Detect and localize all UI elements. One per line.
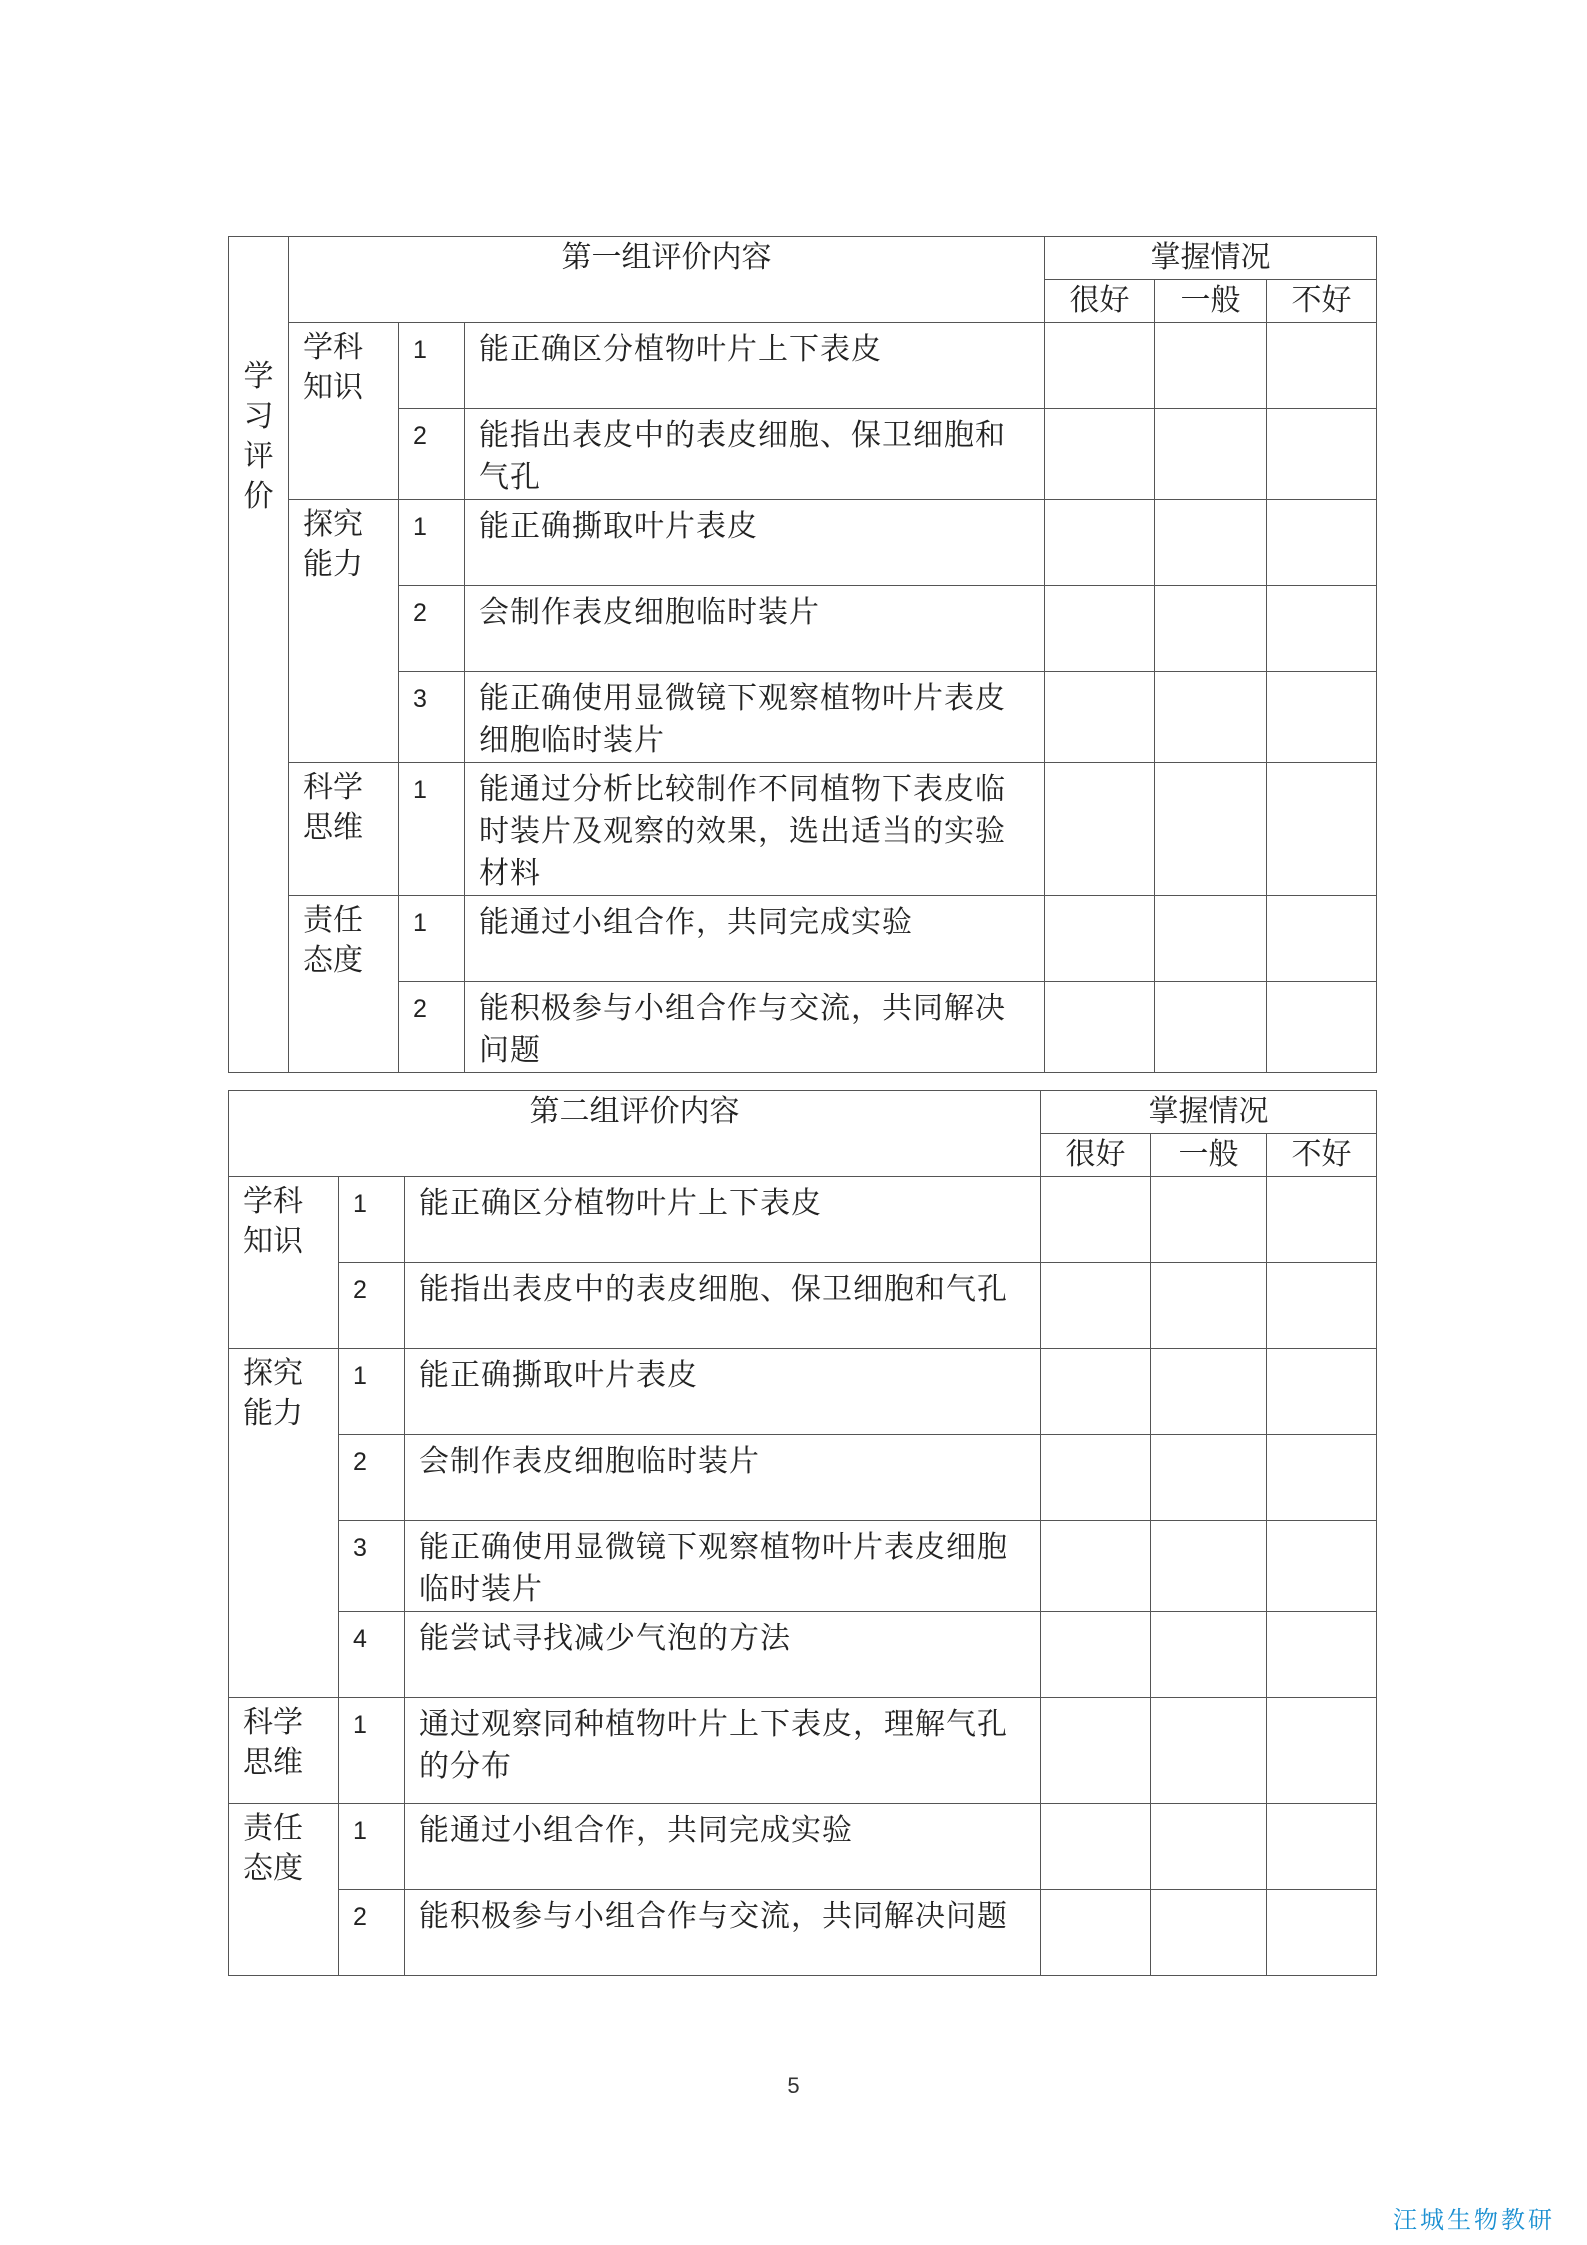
category-label: 责任态度: [289, 896, 399, 1073]
rating-cell-poor[interactable]: [1267, 1263, 1377, 1349]
category-label: 探究能力: [289, 500, 399, 763]
rating-cell-very-good[interactable]: [1045, 500, 1155, 586]
item-number: 1: [399, 896, 465, 982]
rating-cell-poor[interactable]: [1267, 323, 1377, 409]
rating-cell-poor[interactable]: [1267, 672, 1377, 763]
vertical-label-char: 价: [243, 479, 274, 514]
rating-cell-poor[interactable]: [1267, 409, 1377, 500]
item-text: 能正确区分植物叶片上下表皮: [405, 1177, 1041, 1263]
rating-cell-poor[interactable]: [1267, 1890, 1377, 1976]
vertical-label-char: 学: [243, 359, 274, 394]
evaluation-table-group-1: [228, 236, 1377, 1073]
rating-cell-average[interactable]: [1155, 323, 1267, 409]
rating-cell-very-good[interactable]: [1045, 323, 1155, 409]
rating-cell-average[interactable]: [1151, 1804, 1267, 1890]
rating-cell-average[interactable]: [1151, 1890, 1267, 1976]
category-label: 科学思维: [229, 1698, 339, 1804]
category-label: 科学思维: [289, 763, 399, 896]
rating-cell-very-good[interactable]: [1045, 982, 1155, 1073]
rating-cell-poor[interactable]: [1267, 1349, 1377, 1435]
rating-cell-average[interactable]: [1155, 896, 1267, 982]
rating-cell-very-good[interactable]: [1045, 896, 1155, 982]
category-label: 学科知识: [289, 323, 399, 500]
item-number: 1: [339, 1349, 405, 1435]
item-text: 能正确使用显微镜下观察植物叶片表皮细胞临时装片: [465, 672, 1045, 763]
item-text: 通过观察同种植物叶片上下表皮，理解气孔的分布: [405, 1698, 1041, 1804]
rating-cell-very-good[interactable]: [1041, 1349, 1151, 1435]
level-poor: 不好: [1267, 1134, 1377, 1177]
item-text: 能正确撕取叶片表皮: [465, 500, 1045, 586]
rating-cell-poor[interactable]: [1267, 1804, 1377, 1890]
item-text: 能指出表皮中的表皮细胞、保卫细胞和气孔: [465, 409, 1045, 500]
item-text: 能通过小组合作，共同完成实验: [465, 896, 1045, 982]
category-label: 探究能力: [229, 1349, 339, 1698]
rating-cell-average[interactable]: [1155, 982, 1267, 1073]
rating-cell-poor[interactable]: [1267, 763, 1377, 896]
item-number: 1: [339, 1177, 405, 1263]
rating-cell-average[interactable]: [1151, 1521, 1267, 1612]
rating-cell-average[interactable]: [1151, 1349, 1267, 1435]
item-text: 能指出表皮中的表皮细胞、保卫细胞和气孔: [405, 1263, 1041, 1349]
item-text: 会制作表皮细胞临时装片: [405, 1435, 1041, 1521]
item-text: 能尝试寻找减少气泡的方法: [405, 1612, 1041, 1698]
rating-cell-very-good[interactable]: [1045, 672, 1155, 763]
level-average: 一般: [1151, 1134, 1267, 1177]
item-text: 能正确使用显微镜下观察植物叶片表皮细胞临时装片: [405, 1521, 1041, 1612]
category-label: 学科知识: [229, 1177, 339, 1349]
item-number: 2: [399, 982, 465, 1073]
item-number: 2: [339, 1890, 405, 1976]
rating-cell-poor[interactable]: [1267, 1612, 1377, 1698]
item-number: 2: [399, 409, 465, 500]
rating-cell-very-good[interactable]: [1041, 1612, 1151, 1698]
vertical-label-learning-evaluation: [229, 237, 289, 1073]
item-number: 1: [399, 323, 465, 409]
rating-cell-average[interactable]: [1155, 586, 1267, 672]
level-very-good: 很好: [1041, 1134, 1151, 1177]
item-number: 1: [339, 1804, 405, 1890]
item-text: 能正确撕取叶片表皮: [405, 1349, 1041, 1435]
item-number: 3: [339, 1521, 405, 1612]
item-number: 1: [399, 763, 465, 896]
status-header: 掌握情况: [1045, 237, 1377, 280]
item-number: 2: [339, 1263, 405, 1349]
item-number: 2: [339, 1435, 405, 1521]
rating-cell-average[interactable]: [1151, 1177, 1267, 1263]
item-number: 1: [399, 500, 465, 586]
category-label: 责任态度: [229, 1804, 339, 1976]
watermark: 汪城生物教研: [1393, 2206, 1555, 2234]
rating-cell-very-good[interactable]: [1041, 1521, 1151, 1612]
vertical-label-char: 评: [243, 439, 274, 474]
rating-cell-poor[interactable]: [1267, 1177, 1377, 1263]
rating-cell-very-good[interactable]: [1041, 1177, 1151, 1263]
rating-cell-average[interactable]: [1155, 409, 1267, 500]
page-number: 5: [787, 2073, 800, 2098]
item-text: 能积极参与小组合作与交流，共同解决问题: [405, 1890, 1041, 1976]
table-title: 第一组评价内容: [289, 237, 1045, 323]
rating-cell-poor[interactable]: [1267, 586, 1377, 672]
rating-cell-very-good[interactable]: [1045, 409, 1155, 500]
item-text: 能通过分析比较制作不同植物下表皮临时装片及观察的效果，选出适当的实验材料: [465, 763, 1045, 896]
rating-cell-very-good[interactable]: [1041, 1263, 1151, 1349]
rating-cell-average[interactable]: [1155, 763, 1267, 896]
vertical-label-char: 习: [243, 399, 274, 434]
rating-cell-very-good[interactable]: [1041, 1890, 1151, 1976]
rating-cell-very-good[interactable]: [1041, 1698, 1151, 1804]
rating-cell-poor[interactable]: [1267, 896, 1377, 982]
rating-cell-poor[interactable]: [1267, 1435, 1377, 1521]
level-average: 一般: [1155, 280, 1267, 323]
item-text: 能正确区分植物叶片上下表皮: [465, 323, 1045, 409]
rating-cell-very-good[interactable]: [1041, 1435, 1151, 1521]
rating-cell-very-good[interactable]: [1045, 763, 1155, 896]
rating-cell-very-good[interactable]: [1041, 1804, 1151, 1890]
rating-cell-poor[interactable]: [1267, 1521, 1377, 1612]
rating-cell-average[interactable]: [1151, 1698, 1267, 1804]
item-number: 1: [339, 1698, 405, 1804]
rating-cell-very-good[interactable]: [1045, 586, 1155, 672]
rating-cell-average[interactable]: [1151, 1612, 1267, 1698]
rating-cell-poor[interactable]: [1267, 500, 1377, 586]
rating-cell-average[interactable]: [1151, 1263, 1267, 1349]
table-title: 第二组评价内容: [229, 1091, 1041, 1177]
level-poor: 不好: [1267, 280, 1377, 323]
item-number: 2: [399, 586, 465, 672]
item-number: 4: [339, 1612, 405, 1698]
item-text: 能通过小组合作，共同完成实验: [405, 1804, 1041, 1890]
rating-cell-average[interactable]: [1155, 500, 1267, 586]
status-header: 掌握情况: [1041, 1091, 1377, 1134]
evaluation-table-group-2: [228, 1090, 1377, 1976]
item-text: 会制作表皮细胞临时装片: [465, 586, 1045, 672]
item-number: 3: [399, 672, 465, 763]
level-very-good: 很好: [1045, 280, 1155, 323]
rating-cell-average[interactable]: [1151, 1435, 1267, 1521]
item-text: 能积极参与小组合作与交流，共同解决问题: [465, 982, 1045, 1073]
rating-cell-average[interactable]: [1155, 672, 1267, 763]
rating-cell-poor[interactable]: [1267, 1698, 1377, 1804]
rating-cell-poor[interactable]: [1267, 982, 1377, 1073]
